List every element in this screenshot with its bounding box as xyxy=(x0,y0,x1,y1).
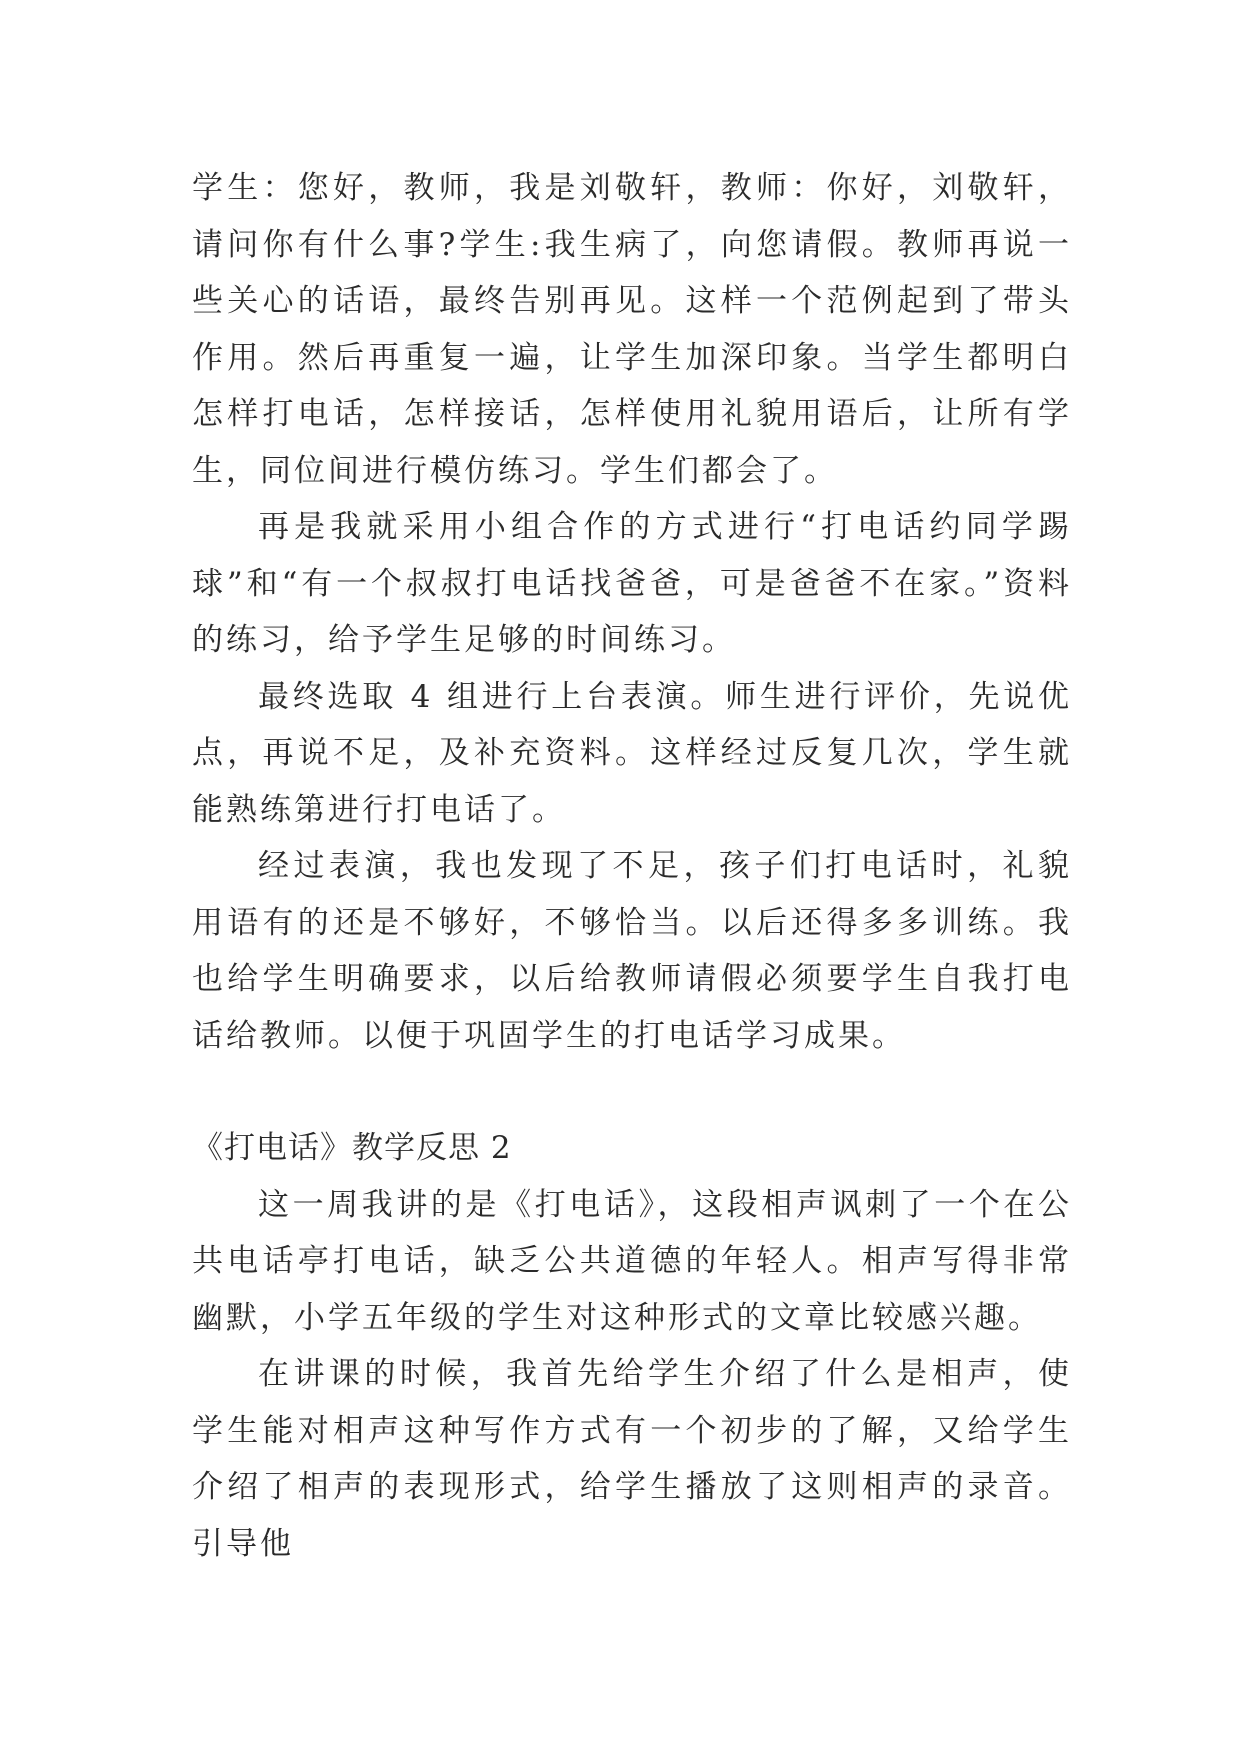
paragraph-performance: 最终选取 4 组进行上台表演。师生进行评价，先说优点，再说不足，及补充资料。这样经过反复几次，学生就能熟练第进行打电话了。 xyxy=(192,678,1072,828)
paragraph-group-practice: 再是我就采用小组合作的方式进行“打电话约同学踢球”和“有一个叔叔打电话找爸爸，可是爸爸不在家。”资料的练习，给予学生足够的时间练习。 xyxy=(192,509,1072,658)
section-title: 《打电话》教学反思 2 xyxy=(192,1130,512,1166)
paragraph-lesson-method: 在讲课的时候，我首先给学生介绍了什么是相声，使学生能对相声这种写作方式有一个初步的了解，又给学生介绍了相声的表现形式，给学生播放了这则相声的录音。引导他 xyxy=(192,1356,1072,1562)
document-body xyxy=(192,160,1072,1572)
paragraph-dialogue-example: 学生：您好，教师，我是刘敬轩，教师：你好，刘敬轩，请问你有什么事?学生:我生病了，向您请假。教师再说一些关心的话语，最终告别再见。这样一个范例起到了带头作用。然后再重复一遍，让学生加深印象。当学生都明白怎样打电话，怎样接话，怎样使用礼貌用语后，让所有学生，同位间进行模仿练习。学生们都会了。 xyxy=(192,170,1072,489)
paragraph-shortcomings: 经过表演，我也发现了不足，孩子们打电话时，礼貌用语有的还是不够好，不够恰当。以后还得多多训练。我也给学生明确要求，以后给教师请假必须要学生自我打电话给教师。以便于巩固学生的打电话学习成果。 xyxy=(192,848,1072,1054)
paragraph-crosstalk-intro: 这一周我讲的是《打电话》，这段相声讽刺了一个在公共电话亭打电话，缺乏公共道德的年轻人。相声写得非常幽默，小学五年级的学生对这种形式的文章比较感兴趣。 xyxy=(192,1186,1072,1336)
